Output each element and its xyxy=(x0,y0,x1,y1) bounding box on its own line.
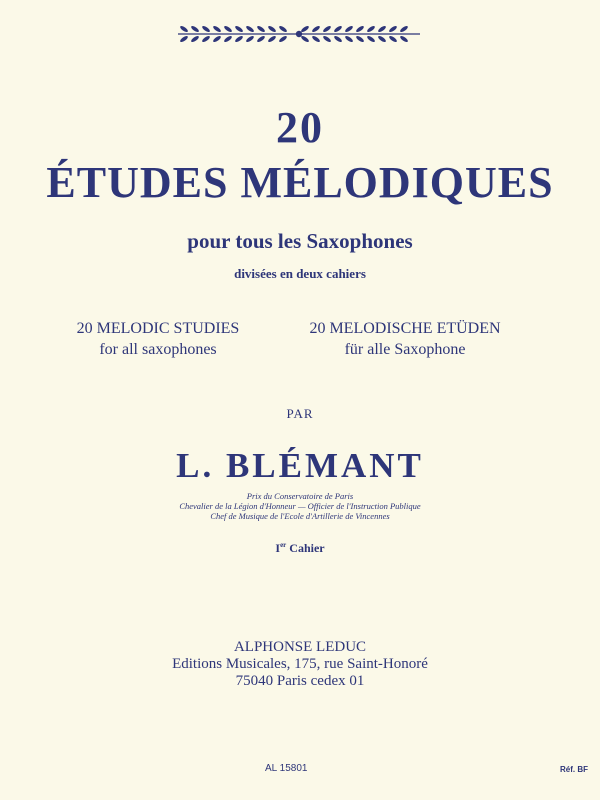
laurel-leaf xyxy=(322,35,332,43)
subtitle: pour tous les Saxophones xyxy=(187,229,413,253)
publisher-name: ALPHONSE LEDUC xyxy=(233,639,367,655)
publisher-city: 75040 Paris cedex 01 xyxy=(235,673,365,689)
laurel-leaf xyxy=(311,35,321,43)
laurel-leaf xyxy=(322,25,332,33)
laurel-leaf xyxy=(179,35,189,43)
laurel-leaf xyxy=(344,25,354,33)
laurel-leaf xyxy=(256,25,266,33)
catalog-number: AL 15801 xyxy=(265,763,308,774)
german-title xyxy=(285,318,525,360)
laurel-leaf xyxy=(399,25,409,33)
volume-suffix: er xyxy=(280,541,287,549)
laurel-leaf xyxy=(377,25,387,33)
laurel-leaf xyxy=(223,25,233,33)
laurel-leaf xyxy=(388,35,398,43)
laurel-leaf xyxy=(267,35,277,43)
laurel-leaf xyxy=(267,25,277,33)
laurel-leaf xyxy=(300,25,310,33)
laurel-leaf xyxy=(366,25,376,33)
honor-line: Chef de Musique de l'Ecole d'Artillerie de Vincennes xyxy=(210,511,390,521)
publisher-block xyxy=(0,639,600,690)
english-title xyxy=(38,318,278,360)
composer-honors xyxy=(0,491,600,521)
laurel-garland-icon xyxy=(172,20,426,48)
german-title-line: für alle Saxophone xyxy=(344,341,466,358)
volume-number: I xyxy=(275,541,281,555)
laurel-leaf xyxy=(333,25,343,33)
honor-line: Chevalier de la Légion d'Honneur — Officier de l'Instruction Publique xyxy=(179,501,421,511)
title-number: 20 xyxy=(276,103,324,152)
laurel-leaf xyxy=(212,35,222,43)
laurel-leaf xyxy=(366,35,376,43)
laurel-leaf xyxy=(355,25,365,33)
page-title: ÉTUDES MÉLODIQUES xyxy=(46,158,554,207)
laurel-leaf xyxy=(190,35,200,43)
laurel-leaf xyxy=(245,35,255,43)
honor-line: Prix du Conservatoire de Paris xyxy=(246,491,354,501)
laurel-leaf xyxy=(256,35,266,43)
german-title-line: 20 MELODISCHE ETÜDEN xyxy=(309,320,501,337)
by-label: PAR xyxy=(286,406,314,421)
publisher-address: Editions Musicales, 175, rue Saint-Honoré xyxy=(172,656,428,672)
laurel-leaf xyxy=(245,25,255,33)
english-title-line: for all saxophones xyxy=(99,341,217,358)
subtitle-note: divisées en deux cahiers xyxy=(234,266,366,281)
laurel-leaf xyxy=(278,35,288,43)
composer-name: L. BLÉMANT xyxy=(176,446,424,485)
laurel-leaf xyxy=(212,25,222,33)
laurel-leaf xyxy=(234,35,244,43)
volume-label xyxy=(0,541,600,556)
laurel-leaf xyxy=(278,25,288,33)
laurel-leaf xyxy=(223,35,233,43)
laurel-leaf xyxy=(311,25,321,33)
volume-word: Cahier xyxy=(289,541,325,555)
english-title-line: 20 MELODIC STUDIES xyxy=(76,320,240,337)
laurel-leaf xyxy=(190,25,200,33)
laurel-leaf xyxy=(399,35,409,43)
laurel-leaf xyxy=(333,35,343,43)
laurel-leaf xyxy=(377,35,387,43)
laurel-leaf xyxy=(201,35,211,43)
laurel-leaf xyxy=(388,25,398,33)
laurel-leaf xyxy=(201,25,211,33)
laurel-leaf xyxy=(300,35,310,43)
laurel-leaf xyxy=(234,25,244,33)
laurel-leaf xyxy=(344,35,354,43)
laurel-leaf xyxy=(355,35,365,43)
laurel-leaf xyxy=(179,25,189,33)
reference-code: Réf. BF xyxy=(560,765,588,774)
